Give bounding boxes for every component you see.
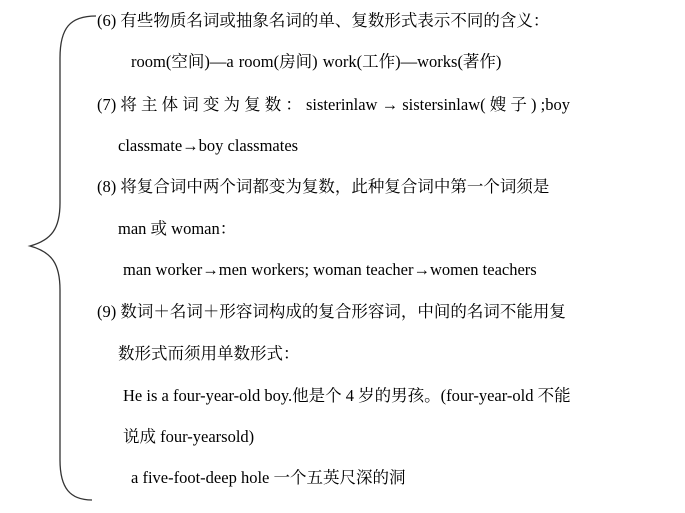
rule-9-example-1-continuation: 说成 four-yearsold) bbox=[123, 427, 255, 446]
rule-6-heading: (6) 有些物质名词或抽象名词的单、复数形式表示不同的含义： bbox=[97, 11, 550, 30]
rule-9-heading: (9) 数词＋名词＋形容词构成的复合形容词，中间的名词不能用复 bbox=[97, 302, 566, 321]
rule-9-example-1: He is a four-year-old boy.他是个 4 岁的男孩。(four-year-old 不能 bbox=[123, 386, 571, 405]
rule-7-continuation: classmate→boy classmates bbox=[118, 136, 299, 155]
rule-9-example-2: a five-foot-deep hole 一个五英尺深的洞 bbox=[131, 468, 406, 487]
rule-6-example: room(空间)—a room(房间) work(工作)—works(著作) bbox=[131, 52, 502, 71]
rule-9-continuation: 数形式而须用单数形式： bbox=[118, 344, 300, 363]
rule-7-heading: (7) 将 主 体 词 变 为 复 数 ： sisterinlaw → sistersinlaw( 嫂 子 ) ;boy bbox=[97, 95, 570, 114]
rule-8-continuation: man 或 woman： bbox=[118, 219, 237, 238]
rule-8-example: man worker→men workers; woman teacher→women teachers bbox=[123, 260, 537, 279]
rule-8-heading: (8) 将复合词中两个词都变为复数，此种复合词中第一个词须是 bbox=[97, 177, 550, 196]
left-curly-brace bbox=[26, 8, 98, 504]
